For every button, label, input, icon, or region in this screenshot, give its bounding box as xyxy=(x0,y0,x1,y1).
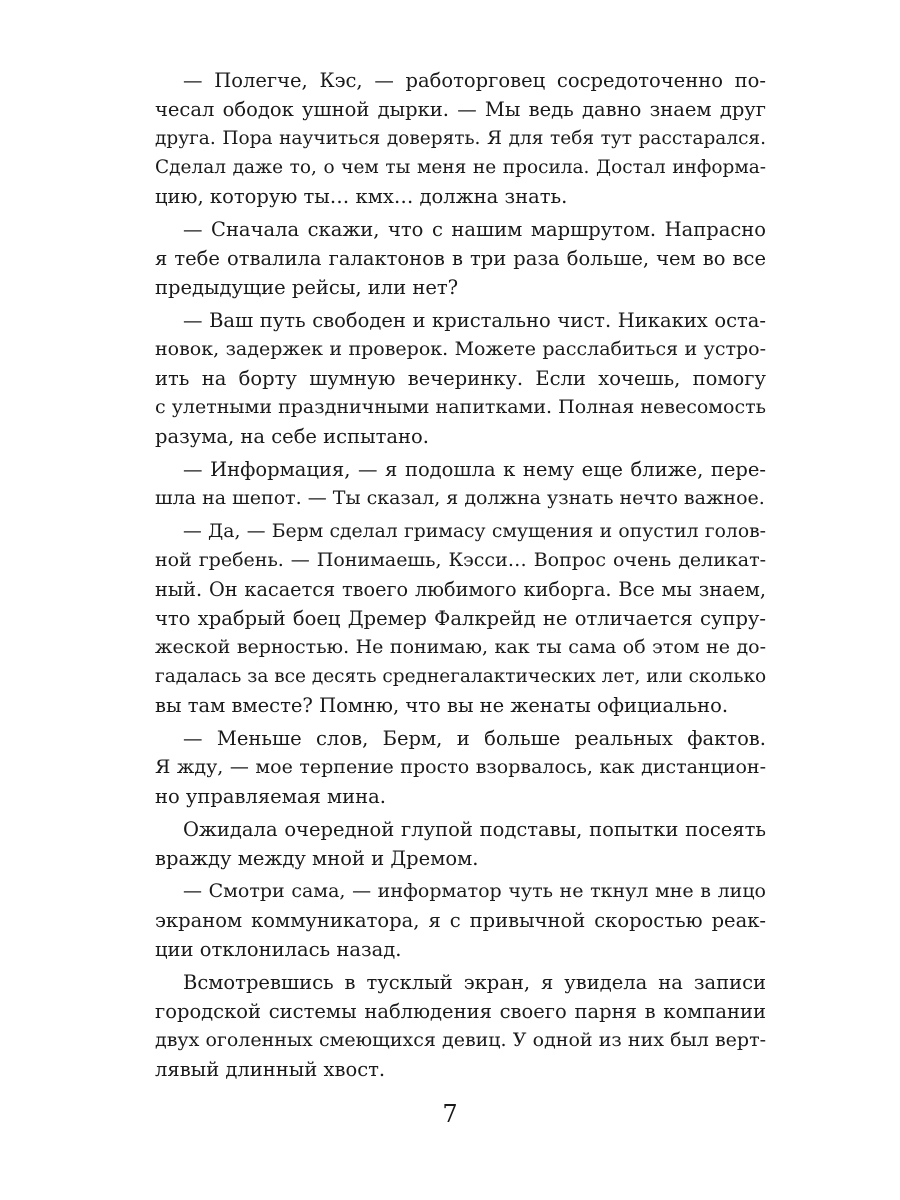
paragraph xyxy=(155,877,766,964)
paragraph xyxy=(155,306,766,451)
text-line: вражду между мной и Дремом. xyxy=(155,847,479,870)
text-line: ить на борту шумную вечеринку. Если хочешь, помогу xyxy=(155,367,766,390)
text-line: — Смотри сама, — информатор чуть не ткнул мне в лицо xyxy=(183,880,766,902)
text-line: разума, на себе испытано. xyxy=(155,425,429,448)
text-line: шла на шепот. — Ты сказал, я должна узнать нечто важное. xyxy=(155,487,765,509)
text-line: — Меньше слов, Берм, и больше реальных фактов. xyxy=(183,727,766,750)
paragraph xyxy=(155,724,766,811)
text-line: новок, задержек и проверок. Можете расслабиться и устро- xyxy=(155,338,766,360)
paragraph xyxy=(155,455,766,513)
text-line: вы там вместе? Помню, что вы не женаты официально. xyxy=(155,694,729,717)
paragraph xyxy=(155,66,766,211)
text-line: лявый длинный хвост. xyxy=(155,1058,386,1081)
text-block xyxy=(155,66,766,1084)
text-line: друга. Пора научиться доверять. Я для тебя тут расстарался. xyxy=(155,128,766,149)
text-line: Ожидала очередной глупой подставы, попытки посеять xyxy=(183,818,766,841)
text-line: ный. Он касается твоего любимого киборга. Все мы знаем, xyxy=(155,578,766,601)
paragraph xyxy=(155,215,766,302)
text-line: городской системы наблюдения своего парня в компании xyxy=(155,1000,766,1023)
text-line: — Да, — Берм сделал гримасу смущения и опустил голов- xyxy=(183,521,766,542)
text-line: ной гребень. — Понимаешь, Кэсси… Вопрос очень деликат- xyxy=(155,549,766,571)
text-line: цию, которую ты… кмх… должна знать. xyxy=(155,185,568,208)
text-line: — Информация, — я подошла к нему еще ближе, пере- xyxy=(183,458,766,481)
text-line: предыдущие рейсы, или нет? xyxy=(155,276,459,299)
text-line: что храбрый боец Дремер Фалкрейд не отличается супру- xyxy=(155,607,766,630)
text-line: Я жду, — мое терпение просто взорвалось, как дистанцион- xyxy=(155,756,766,778)
text-line: но управляемая мина. xyxy=(155,785,387,808)
paragraph xyxy=(155,815,766,873)
text-line: с улетными праздничными напитками. Полная невесомость xyxy=(155,396,766,418)
text-line: жеской верностью. Не понимаю, как ты сама об этом не до- xyxy=(155,636,766,658)
text-line: — Сначала скажи, что с нашим маршрутом. Напрасно xyxy=(183,218,766,241)
text-line: гадалась за все десять среднегалактических лет, или сколько xyxy=(155,666,767,687)
text-line: чесал ободок ушной дырки. — Мы ведь давно знаем друг xyxy=(155,98,766,121)
text-line: ции отклонилась назад. xyxy=(155,938,402,961)
text-line: Сделал даже то, о чем ты меня не просила. Достал информа- xyxy=(155,157,766,178)
text-line: двух оголенных смеющихся девиц. У одной из них был верт- xyxy=(155,1029,766,1051)
paragraph xyxy=(155,968,766,1084)
text-line: экраном коммуникатора, я с привычной скоростью реак- xyxy=(155,909,766,932)
text-line: я тебе отвалила галактонов в три раза больше, чем во все xyxy=(155,247,766,270)
text-line: — Ваш путь свободен и кристально чист. Никаких оста- xyxy=(183,309,766,332)
text-line: — Полегче, Кэс, — работорговец сосредоточенно по- xyxy=(183,69,766,92)
paragraph xyxy=(155,517,766,720)
page-number: 7 xyxy=(442,1100,458,1128)
text-line: Всмотревшись в тусклый экран, я увидела на записи xyxy=(183,971,766,994)
